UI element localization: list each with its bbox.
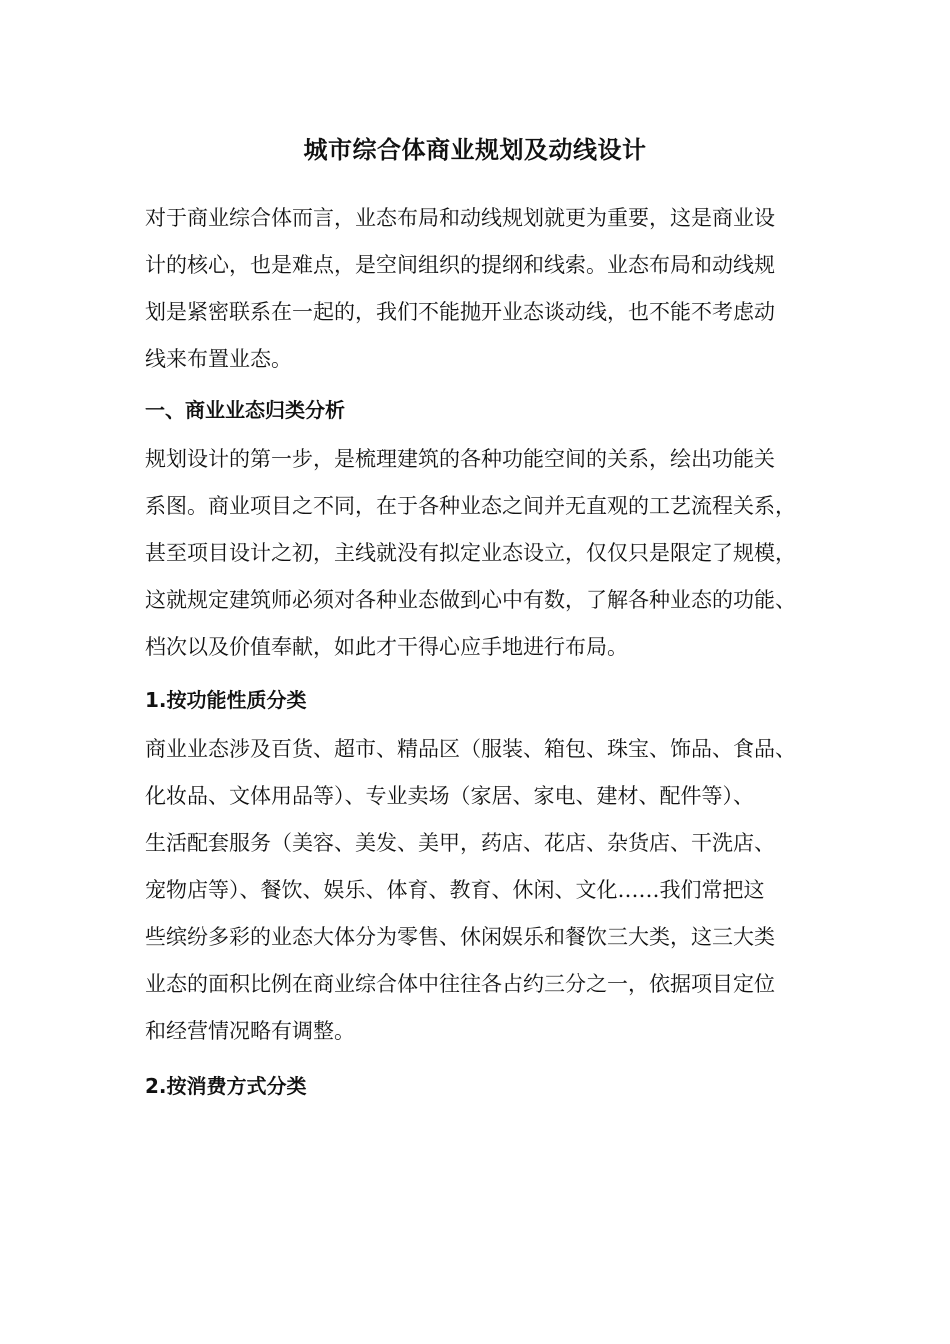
intro-line: 线来布置业态。: [145, 347, 292, 371]
section1-heading-wrap: [145, 390, 815, 430]
section1-line: 档次以及价值奉献，如此才干得心应手地进行布局。: [145, 635, 628, 659]
intro-line: 对于商业综合体而言，业态布局和动线规划就更为重要，这是商业设: [145, 206, 775, 230]
sub2-heading-wrap: [145, 1066, 815, 1106]
sub1-line: 生活配套服务（美容、美发、美甲，药店、花店、杂货店、干洗店、: [145, 831, 775, 855]
section1-paragraph: [145, 436, 815, 671]
subsection-heading: 2.按消费方式分类: [145, 1074, 307, 1098]
sub1-line: 宠物店等）、餐饮、娱乐、体育、教育、休闲、文化……我们常把这: [145, 878, 765, 902]
section1-line: 规划设计的第一步，是梳理建筑的各种功能空间的关系，绘出功能关: [145, 447, 775, 471]
section1-line: 这就规定建筑师必须对各种业态做到心中有数，了解各种业态的功能、: [145, 588, 796, 612]
section-heading: 一、商业业态归类分析: [145, 398, 345, 422]
intro-line: 划是紧密联系在一起的，我们不能抛开业态谈动线，也不能不考虑动: [145, 300, 775, 324]
section1-line: 系图。商业项目之不同，在于各种业态之间并无直观的工艺流程关系，: [145, 494, 796, 518]
sub1-paragraph: [145, 726, 815, 1055]
sub1-line: 业态的面积比例在商业综合体中往往各占约三分之一，依据项目定位: [145, 972, 775, 996]
subsection-heading: 1.按功能性质分类: [145, 688, 307, 712]
intro-line: 计的核心，也是难点，是空间组织的提纲和线索。业态布局和动线规: [145, 253, 775, 277]
sub1-line: 化妆品、文体用品等）、专业卖场（家居、家电、建材、配件等）、: [145, 784, 754, 808]
sub1-line: 和经营情况略有调整。: [145, 1019, 355, 1043]
document-title: 城市综合体商业规划及动线设计: [303, 136, 647, 164]
sub1-heading-wrap: [145, 680, 815, 720]
sub1-line: 些缤纷多彩的业态大体分为零售、休闲娱乐和餐饮三大类，这三大类: [145, 925, 775, 949]
intro-paragraph: [145, 195, 815, 383]
sub1-line: 商业业态涉及百货、超市、精品区（服装、箱包、珠宝、饰品、食品、: [145, 737, 796, 761]
section1-line: 甚至项目设计之初，主线就没有拟定业态设立，仅仅只是限定了规模，: [145, 541, 796, 565]
